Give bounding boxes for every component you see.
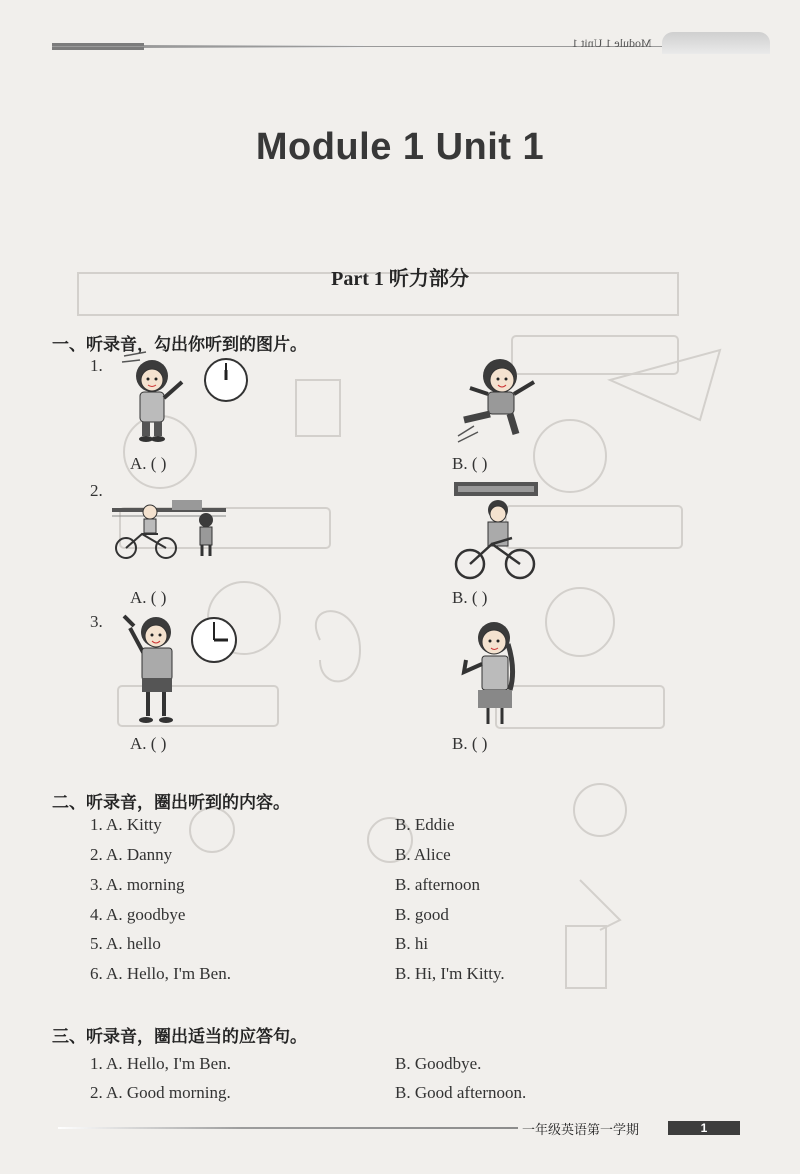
section3-heading: 三、听录音，圈出适当的应答句。 <box>52 1027 307 1047</box>
section2-row2-option-b[interactable]: B. Alice <box>395 845 451 864</box>
q1-option-b-picture <box>450 352 550 444</box>
section2-row3-option-a[interactable]: 3. A. morning <box>90 875 185 894</box>
section3-row1-option-a[interactable]: 1. A. Hello, I'm Ben. <box>90 1054 231 1073</box>
q2-option-b-picture <box>454 482 538 586</box>
part-heading: Part 1 听力部分 <box>331 268 469 290</box>
q1-option-a-blank[interactable]: A. ( ) <box>130 454 167 473</box>
q3-option-b-blank[interactable]: B. ( ) <box>452 734 488 753</box>
section2-row4-option-a[interactable]: 4. A. goodbye <box>90 905 186 924</box>
section3-row2-option-a[interactable]: 2. A. Good morning. <box>90 1083 231 1102</box>
q3-option-b-picture <box>458 620 524 728</box>
q3-option-a-picture <box>116 612 242 730</box>
q2-option-a-picture <box>112 496 226 564</box>
question-number: 3. <box>90 612 103 631</box>
q2-option-a-blank[interactable]: A. ( ) <box>130 588 167 607</box>
running-title: Module 1 Unit 1 <box>572 36 652 50</box>
q1-option-b-blank[interactable]: B. ( ) <box>452 454 488 473</box>
section1-heading: 一、听录音，勾出你听到的图片。 <box>52 335 307 355</box>
q1-option-a-picture <box>118 350 258 450</box>
section2-row3-option-b[interactable]: B. afternoon <box>395 875 480 894</box>
section2-row6-option-b[interactable]: B. Hi, I'm Kitty. <box>395 964 505 983</box>
section2-row5-option-b[interactable]: B. hi <box>395 934 429 953</box>
section2-row1-option-b[interactable]: B. Eddie <box>395 815 455 834</box>
question-number: 2. <box>90 481 103 500</box>
section2-row4-option-b[interactable]: B. good <box>395 905 449 924</box>
section3-row1-option-b[interactable]: B. Goodbye. <box>395 1054 482 1073</box>
section3-row2-option-b[interactable]: B. Good afternoon. <box>395 1083 527 1102</box>
q3-option-a-blank[interactable]: A. ( ) <box>130 734 167 753</box>
page-title: Module 1 Unit 1 <box>255 126 545 168</box>
question-number: 1. <box>90 356 103 375</box>
section2-row1-option-a[interactable]: 1. A. Kitty <box>90 815 162 834</box>
footer-book-title: 一年级英语第一学期 <box>522 1123 640 1138</box>
section2-heading: 二、听录音，圈出听到的内容。 <box>52 793 290 813</box>
section2-row5-option-a[interactable]: 5. A. hello <box>90 934 161 953</box>
q2-option-b-blank[interactable]: B. ( ) <box>452 588 488 607</box>
section2-row2-option-a[interactable]: 2. A. Danny <box>90 845 173 864</box>
section2-row6-option-a[interactable]: 6. A. Hello, I'm Ben. <box>90 964 231 983</box>
footer-rule <box>58 1127 518 1129</box>
page-number: 1 <box>668 1121 740 1135</box>
